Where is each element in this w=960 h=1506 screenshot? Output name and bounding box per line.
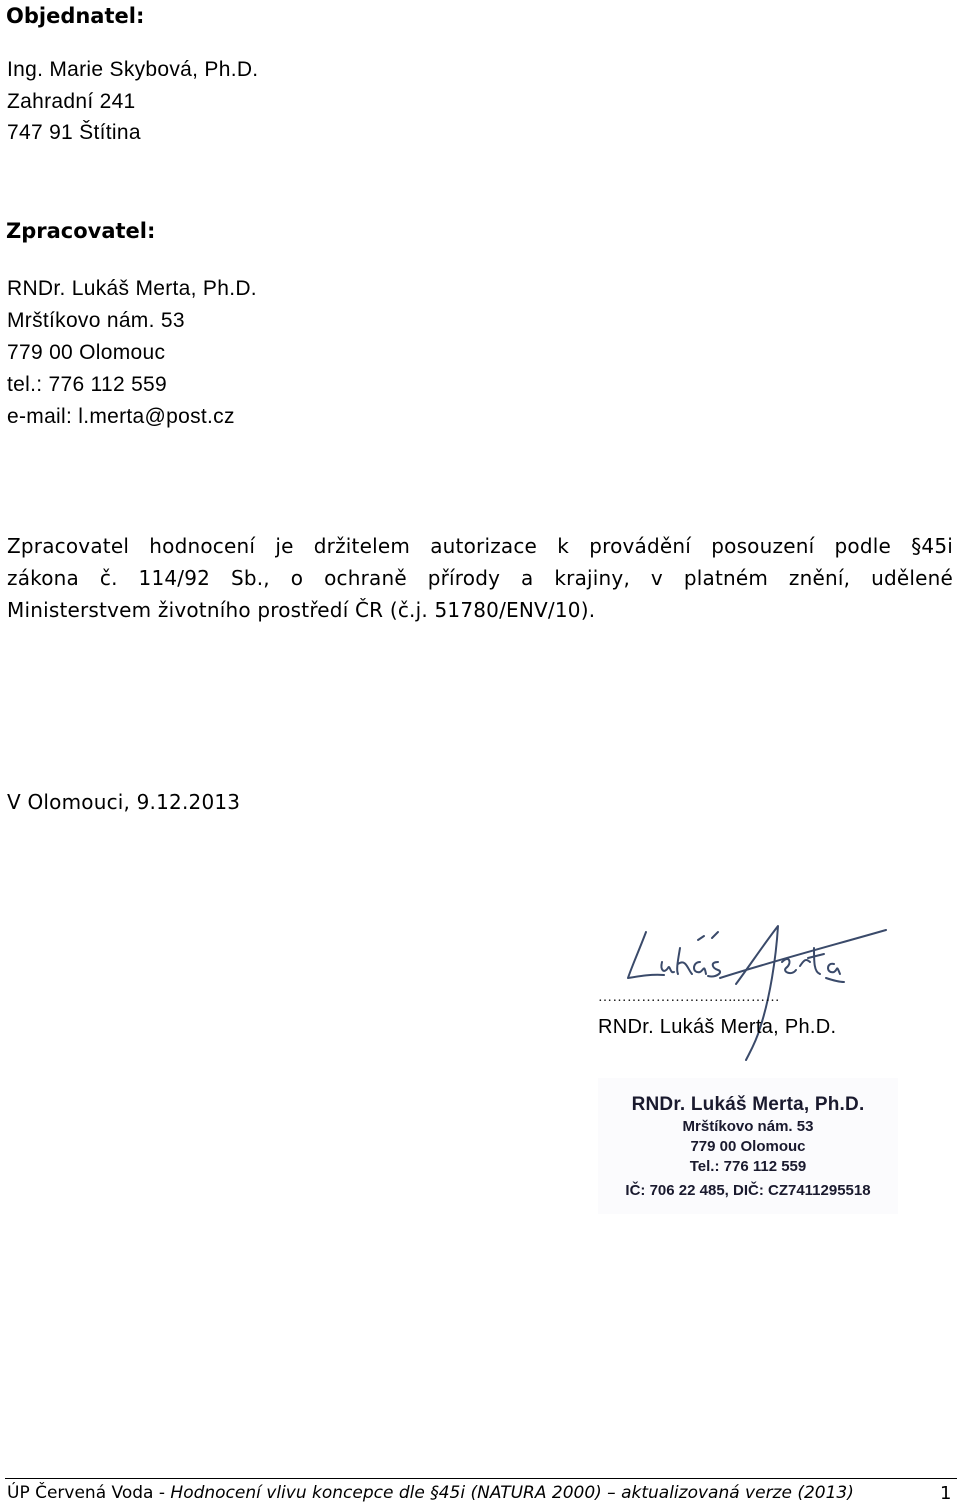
client-city: 747 91 Štítina (7, 121, 141, 144)
official-stamp (598, 1078, 898, 1214)
footer-prefix: ÚP Červená Voda - (7, 1483, 171, 1503)
footer-text (7, 1483, 854, 1503)
client-name: Ing. Marie Skybová, Ph.D. (7, 58, 259, 81)
authorization-line-3: Ministerstvem životního prostředí ČR (č.j. 51780/ENV/10). (7, 598, 596, 622)
signature-name: RNDr. Lukáš Merta, Ph.D. (598, 1016, 837, 1038)
client-heading: Objednatel: (6, 4, 145, 28)
footer-title: Hodnocení vlivu koncepce dle §45i (NATURA 2000) – aktualizovaná verze (2013) (170, 1483, 854, 1503)
signature-dots: ………………………..……… (598, 990, 780, 1005)
authorization-line-2: zákona č. 114/92 Sb., o ochraně přírody a krajiny, v platném znění, udělené (7, 566, 953, 590)
processor-city: 779 00 Olomouc (7, 341, 166, 364)
footer-rule (5, 1478, 957, 1479)
processor-heading: Zpracovatel: (6, 219, 156, 243)
stamp-name: RNDr. Lukáš Merta, Ph.D. (631, 1094, 865, 1115)
client-street: Zahradní 241 (7, 90, 136, 113)
processor-phone: tel.: 776 112 559 (7, 373, 168, 396)
page-number: 1 (940, 1483, 952, 1504)
stamp-city: 779 00 Olomouc (690, 1138, 806, 1155)
place-date: V Olomouci, 9.12.2013 (7, 790, 241, 814)
stamp-ids: IČ: 706 22 485, DIČ: CZ7411295518 (625, 1182, 871, 1199)
processor-street: Mrštíkovo nám. 53 (7, 309, 185, 332)
processor-name: RNDr. Lukáš Merta, Ph.D. (7, 277, 257, 300)
stamp-phone: Tel.: 776 112 559 (689, 1158, 807, 1175)
stamp-street: Mrštíkovo nám. 53 (682, 1118, 814, 1135)
authorization-line-1: Zpracovatel hodnocení je držitelem autorizace k provádění posouzení podle §45i (7, 534, 953, 558)
processor-email: e-mail: l.merta@post.cz (7, 405, 235, 428)
